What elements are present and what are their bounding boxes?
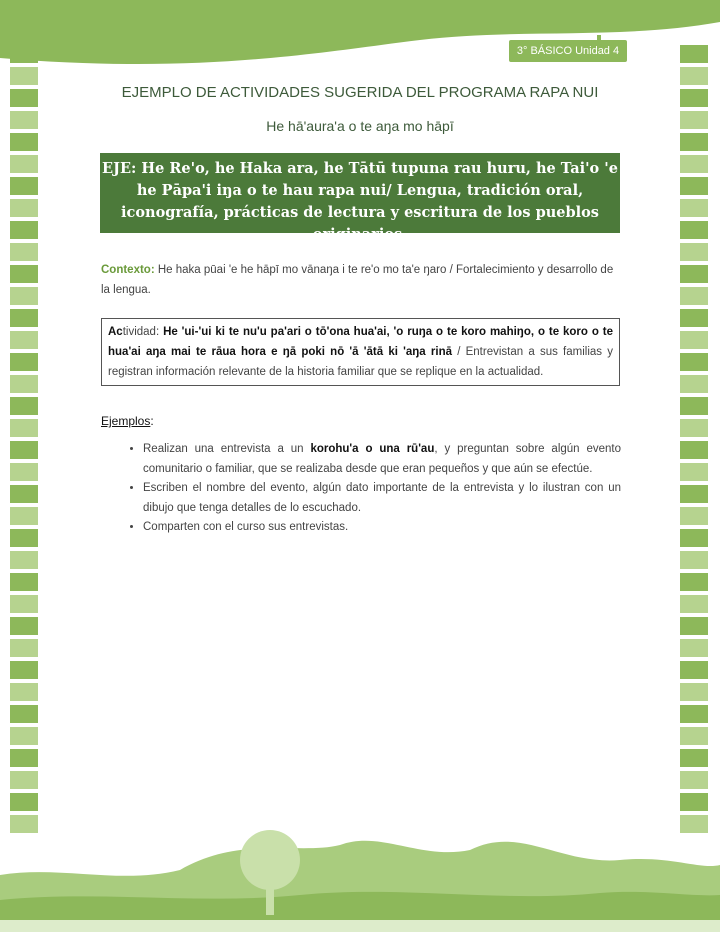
page-subtitle: He hā'aura'a o te aŋa mo hāpī xyxy=(266,118,454,134)
item-text: Escriben el nombre del evento, algún dato importante de la entrevista y lo ilustran con un dibujo que tenga detalles de lo escuchado. xyxy=(143,482,621,514)
list-item xyxy=(143,479,621,518)
item-text-end: , y preguntan sobre algún evento comunitario o familiar, que se realizaba desde que eran pequeños y que aún se efectúe. xyxy=(143,443,621,475)
ejemplos-label: Ejemplos xyxy=(101,414,151,428)
ejemplos-colon: : xyxy=(150,414,154,428)
actividad-label: tividad: xyxy=(122,326,164,338)
item-text: Realizan una entrevista a un xyxy=(143,443,311,455)
actividad-label-bold: Ac xyxy=(108,326,123,338)
list-item xyxy=(143,518,621,538)
grade-unit-badge: 3° BÁSICO Unidad 4 xyxy=(509,40,627,62)
actividad-box xyxy=(101,318,620,386)
eje-banner: EJE: He Re'o, he Haka ara, he Tātū tupuna rau huru, he Tai'o 'e he Pāpa'i iŋa o te hau rapa nui/ Lengua, tradición oral, iconografía, prácticas de lectura y escritura de los pueblos originarios. xyxy=(100,153,620,233)
right-decorative-border xyxy=(680,45,708,835)
item-text: Comparten con el curso sus entrevistas. xyxy=(143,521,349,533)
item-bold: korohu'a o una rū'au xyxy=(310,443,435,455)
footer-landscape-illustration xyxy=(0,815,720,932)
actividad-spanish: / Entrevistan a sus familias y registran información relevante de la historia familiar que se replique en la actualidad. xyxy=(108,346,614,378)
actividad-rapanui: He 'ui-'ui ki te nu'u pa'ari o tō'ona hua'ai, 'o ruŋa o te koro mahiŋo, o te koro o te hua'ai aŋa mai te rāua hora e ŋā poki nō 'ā 'ātā ki 'aŋa rinā xyxy=(108,326,614,358)
list-item xyxy=(143,440,621,479)
page-title: EJEMPLO DE ACTIVIDADES SUGERIDA DEL PROGRAMA RAPA NUI xyxy=(121,84,599,101)
contexto-label: Contexto: xyxy=(101,264,155,276)
ejemplos-heading xyxy=(101,414,154,428)
contexto-text: He haka pūai 'e he hāpī mo vānaŋa i te re'o mo ta'e ŋaro / Fortalecimiento y desarrollo de la lengua. xyxy=(101,264,614,296)
contexto-paragraph xyxy=(101,260,621,300)
ejemplos-list xyxy=(101,440,621,538)
left-decorative-border xyxy=(10,45,38,835)
